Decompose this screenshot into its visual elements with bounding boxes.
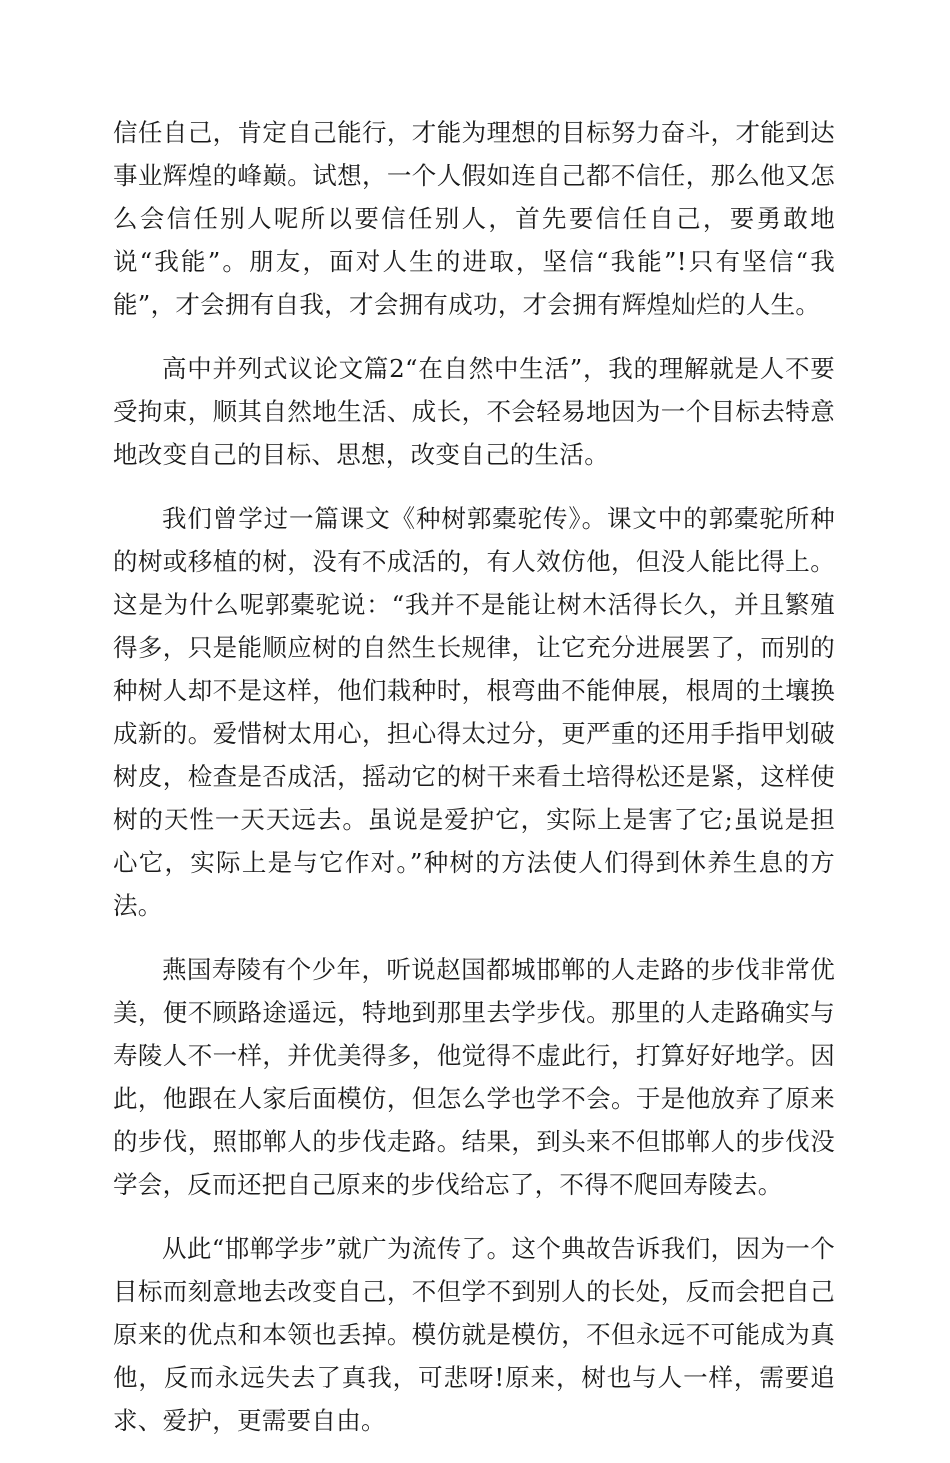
- paragraph-5: 从此“邯郸学步”就广为流传了。这个典故告诉我们，因为一个目标而刻意地去改变自己，不但学不到别人的长处，反而会把自己原来的优点和本领也丢掉。模仿就是模仿，不但永远不可能成为真他，反而永远失去了真我，可悲呀!原来，树也与人一样，需要追求、爱护，更需要自由。: [113, 1234, 835, 1435]
- paragraph-1: 信任自己，肯定自己能行，才能为理想的目标努力奋斗，才能到达事业辉煌的峰巅。试想，一个人假如连自己都不信任，那么他又怎么会信任别人呢所以要信任别人，首先要信任自己，要勇敢地说“我能”。朋友，面对人生的进取，坚信“我能”!只有坚信“我能”，才会拥有自我，才会拥有成功，才会拥有辉煌灿烂的人生。: [113, 118, 835, 319]
- document-page: [113, 111, 835, 1463]
- paragraph-4: 燕国寿陵有个少年，听说赵国都城邯郸的人走路的步伐非常优美，便不顾路途遥远，特地到那里去学步伐。那里的人走路确实与寿陵人不一样，并优美得多，他觉得不虚此行，打算好好地学。因此，他跟在人家后面模仿，但怎么学也学不会。于是他放弃了原来的步伐，照邯郸人的步伐走路。结果，到头来不但邯郸人的步伐没学会，反而还把自己原来的步伐给忘了，不得不爬回寿陵去。: [113, 955, 835, 1199]
- paragraph-3: 我们曾学过一篇课文《种树郭橐驼传》。课文中的郭橐驼所种的树或移植的树，没有不成活的，有人效仿他，但没人能比得上。这是为什么呢郭橐驼说：“我并不是能让树木活得长久，并且繁殖得多，只是能顺应树的自然生长规律，让它充分进展罢了，而别的种树人却不是这样，他们栽种时，根弯曲不能伸展，根周的土壤换成新的。爱惜树太用心，担心得太过分，更严重的还用手指甲划破树皮，检查是否成活，摇动它的树干来看土培得松还是紧，这样使树的天性一天天远去。虽说是爱护它，实际上是害了它;虽说是担心它，实际上是与它作对。”种树的方法使人们得到休养生息的方法。: [113, 504, 835, 920]
- paragraph-2: 高中并列式议论文篇2“在自然中生活”，我的理解就是人不要受拘束，顺其自然地生活、成长，不会轻易地因为一个目标去特意地改变自己的目标、思想，改变自己的生活。: [113, 354, 835, 469]
